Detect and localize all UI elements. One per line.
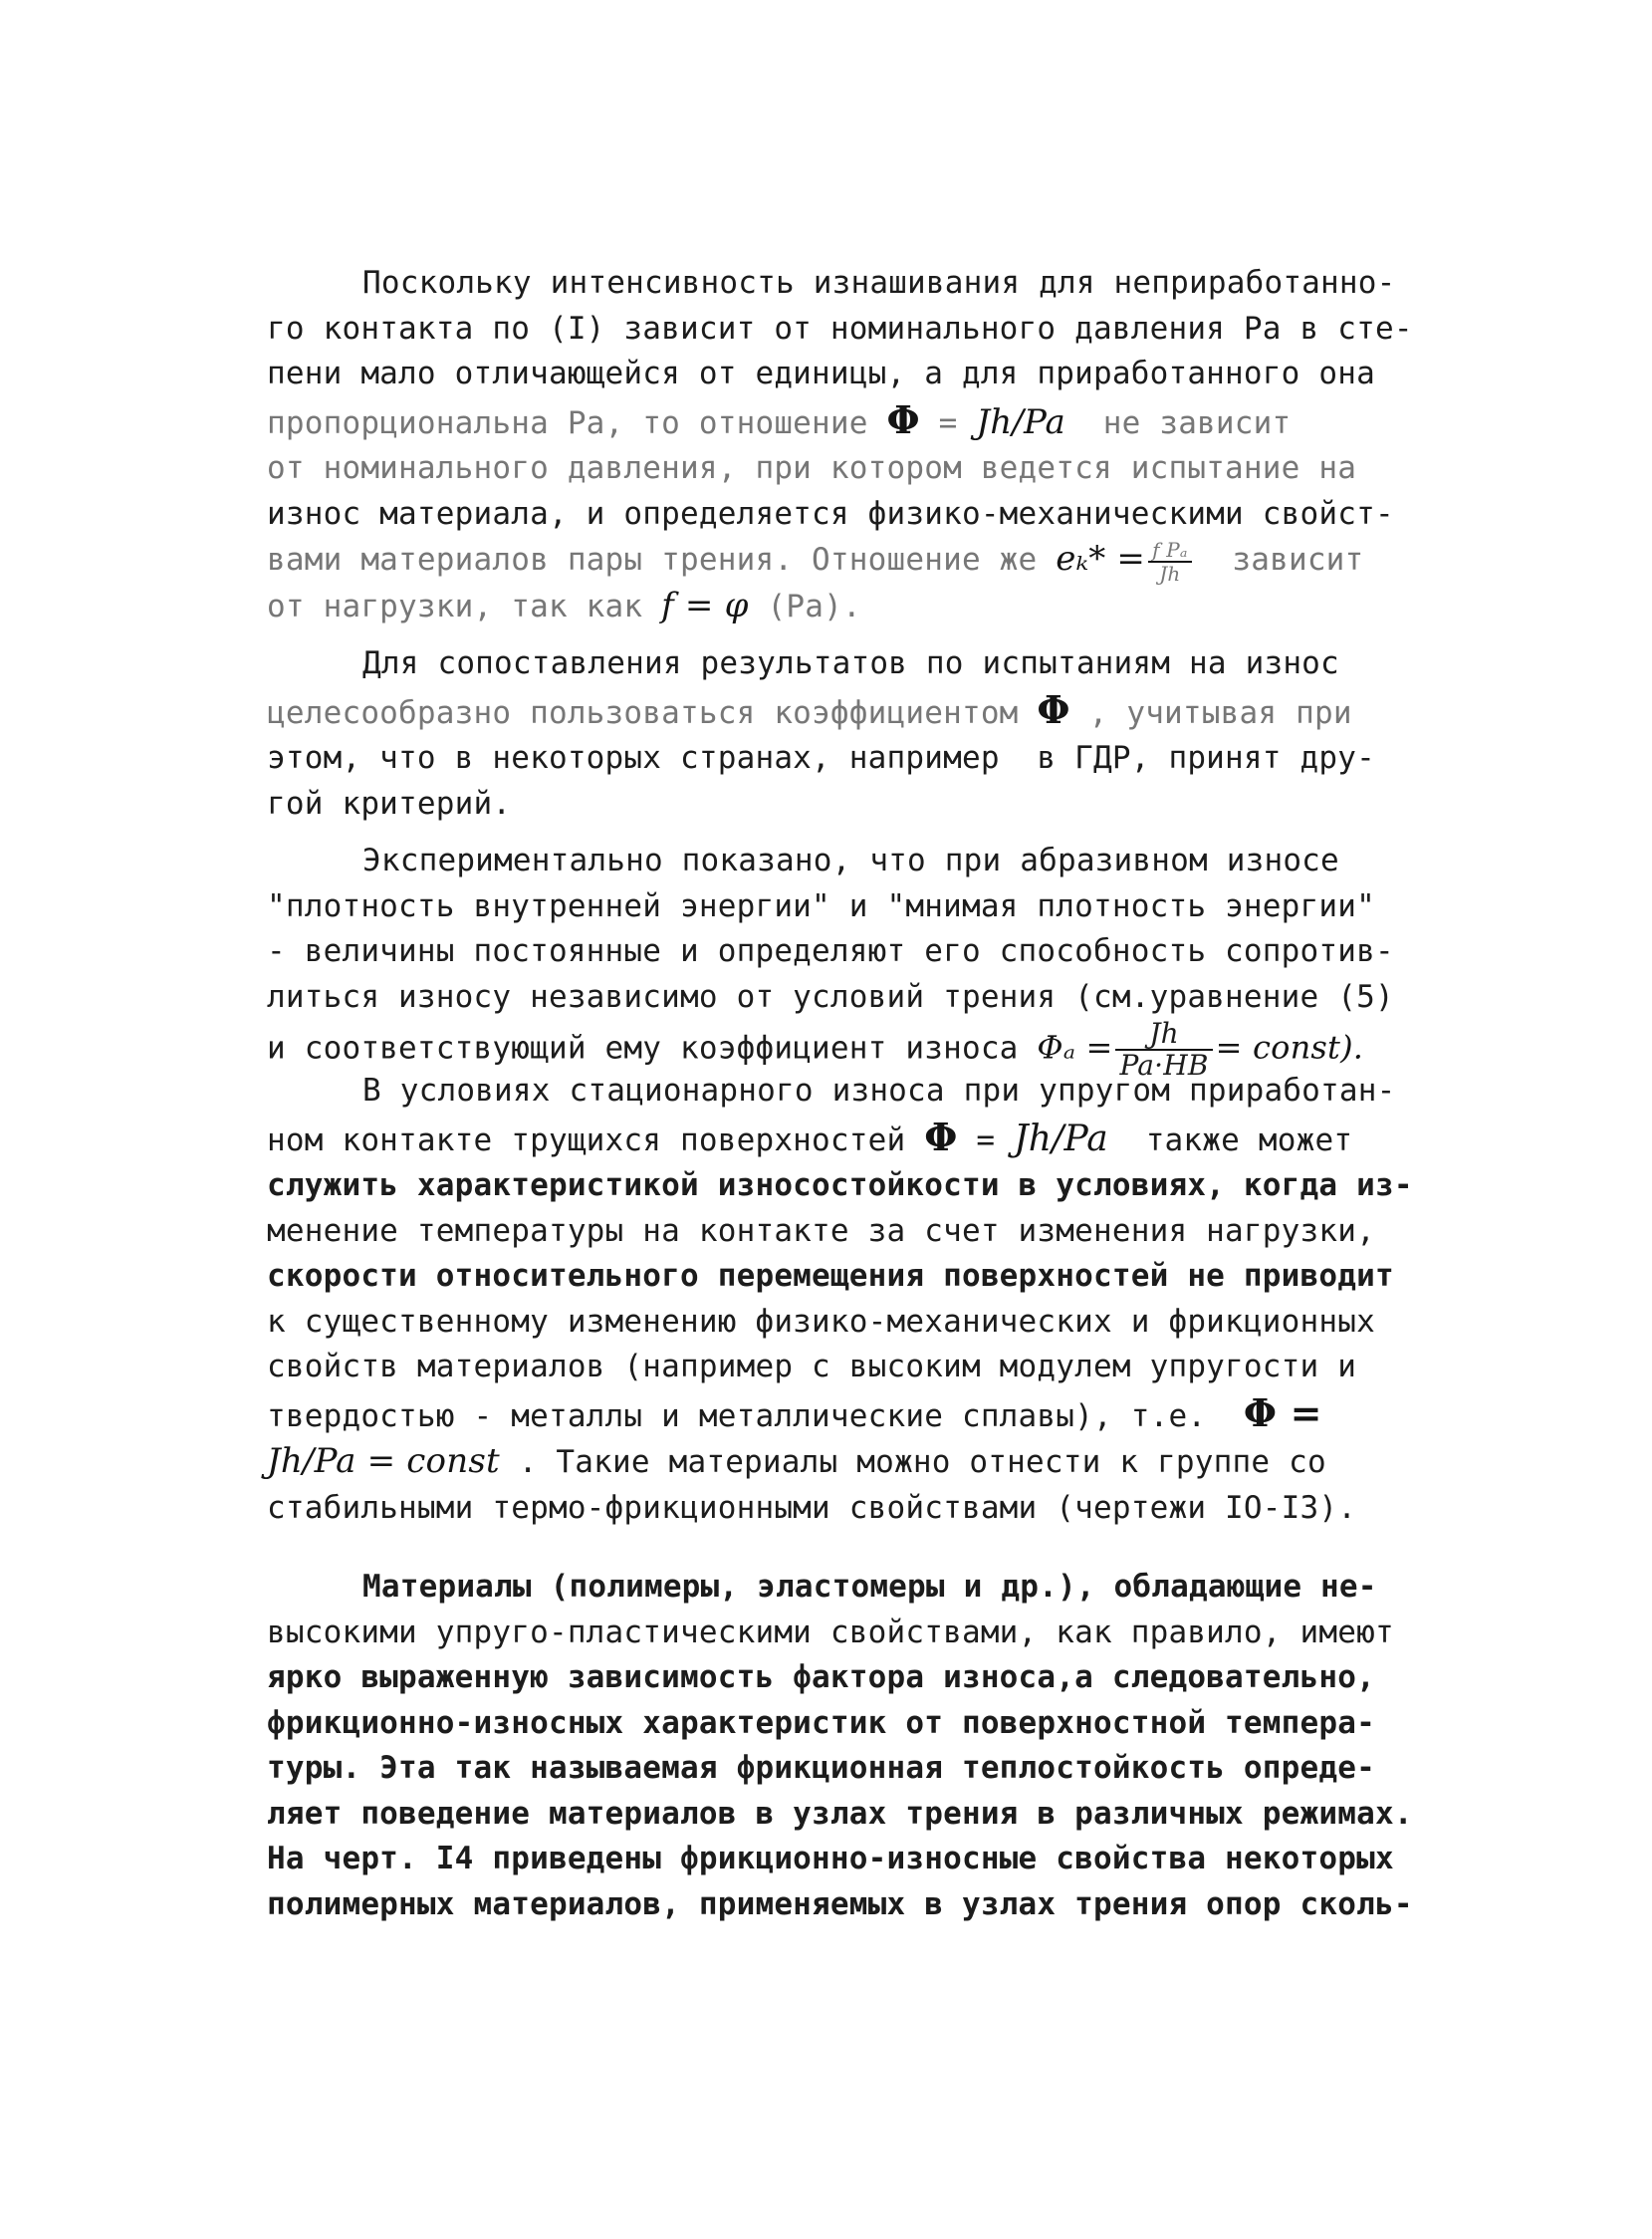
fraction-numerator: Jh (1115, 1020, 1212, 1051)
phi-symbol: Φ (924, 1114, 958, 1159)
text-line: Для сопоставления результатов по испытаниям на износ (362, 645, 1339, 681)
fraction-denominator: Pa·HB (1119, 1049, 1209, 1082)
text-line: го контакта по (I) зависит от номинального давления Ра в сте- (267, 310, 1413, 347)
text-line: служить характеристикой износостойкости в условиях, когда из- (267, 1167, 1413, 1203)
phi-symbol: Φ (1037, 686, 1070, 732)
formula-phi-a: Φₐ = (1037, 1028, 1113, 1067)
text-line: фрикционно-износных характеристик от поверхностной темпера- (267, 1704, 1375, 1741)
text-line: этом, что в некоторых странах, например в ГДР, принят дру- (267, 740, 1375, 776)
text-line (267, 397, 1422, 447)
text-segment: , учитывая при (1069, 694, 1352, 731)
text-segment: целесообразно пользоваться коэффициентом (267, 694, 1038, 731)
text-line: Экспериментально показано, что при абразивном износе (362, 843, 1339, 878)
fraction-denominator: Jh (1159, 561, 1181, 586)
text-line: На черт. I4 приведены фрикционно-износные свойства некоторых (267, 1841, 1394, 1876)
formula-phi-equals: Φ = (1243, 1389, 1322, 1435)
text-line: В условиях стационарного износа при упругом приработан- (362, 1073, 1396, 1109)
fraction-numerator: f Pₐ (1148, 540, 1192, 563)
text-line: полимерных материалов, применяемых в узлах трения опор сколь- (267, 1885, 1413, 1922)
formula-jh-over-pa: Jh/Pa (1014, 1118, 1108, 1159)
text-line: Поскольку интенсивность изнашивания для неприработанно- (362, 265, 1396, 301)
formula-const: = const). (1215, 1028, 1364, 1067)
text-segment: = (957, 1121, 1015, 1158)
text-line: - величины постоянные и определяют его способность сопротив- (267, 933, 1394, 969)
paragraph-5 (267, 1565, 1422, 1927)
text-segment: ном контакте трущихся поверхностей (267, 1121, 925, 1158)
text-segment: и соответствующий ему коэффициент износа (267, 1030, 1038, 1067)
text-line (267, 1115, 1422, 1164)
formula-fraction (1148, 537, 1192, 586)
text-line: от номинального давления, при котором ведется испытание на (267, 450, 1357, 486)
text-line (267, 687, 1422, 737)
text-line (267, 584, 1422, 630)
text-segment: . Такие материалы можно отнести к группе со (499, 1444, 1326, 1480)
text-line: литься износу независимо от условий трения (см.уравнение (5) (267, 978, 1394, 1015)
text-segment: от нагрузки, так как (267, 588, 662, 624)
paragraph-3 (267, 839, 1422, 1080)
text-segment: также может (1107, 1121, 1353, 1158)
phi-symbol: Φ (886, 396, 920, 442)
paragraph-1 (267, 261, 1422, 629)
text-line: скорости относительного перемещения поверхностей не приводит (267, 1258, 1394, 1294)
text-segment: вами материалов пары трения. Отношение же (267, 542, 1057, 578)
formula-jh-over-pa: Jh/Pa (976, 401, 1066, 442)
text-segment: (Ра). (748, 588, 861, 624)
paragraph-4 (267, 1069, 1422, 1531)
text-line: менение температуры на контакте за счет изменения нагрузки, (267, 1212, 1375, 1249)
text-segment: твердостью - металлы и металлические сплавы), т.е. (267, 1397, 1244, 1434)
text-segment: пропорциональна Ра, то отношение (267, 404, 887, 441)
text-segment: зависит (1194, 542, 1364, 578)
text-line: ярко выраженную зависимость фактора износа,а следовательно, (267, 1659, 1375, 1695)
text-line: ляет поведение материалов в узлах трения в различных режимах. (267, 1795, 1413, 1832)
text-line (267, 1390, 1422, 1440)
formula-f-phi: f = φ (661, 585, 749, 625)
text-line (267, 1439, 1422, 1486)
text-line: высокими упруго-пластическими свойствами, как правило, имеют (267, 1614, 1394, 1650)
text-segment: не зависит (1065, 404, 1292, 441)
text-line: "плотность внутренней энергии" и "мнимая плотность энергии" (267, 887, 1375, 924)
paragraph-2 (267, 641, 1422, 827)
text-segment: = (919, 404, 977, 441)
text-line: Материалы (полимеры, эластомеры и др.), обладающие не- (362, 1569, 1377, 1605)
text-line: к существенному изменению физико-механических и фрикционных (267, 1303, 1375, 1340)
text-line: туры. Эта так называемая фрикционная теплостойкость опреде- (267, 1750, 1375, 1786)
text-line: пени мало отличающейся от единицы, а для приработанного она (267, 356, 1375, 391)
formula-jh-pa-const: Jh/Pa = const (267, 1441, 500, 1481)
text-line: гой критерий. (267, 785, 512, 822)
text-line: износ материала, и определяется физико-механическими свойст- (267, 495, 1394, 532)
text-line (267, 537, 1422, 584)
formula-ek: eₖ* = (1056, 539, 1146, 579)
text-line: стабильными термо-фрикционными свойствами (чертежи IO-I3). (267, 1489, 1357, 1526)
text-line: свойств материалов (например с высоким модулем упругости и (267, 1349, 1357, 1384)
